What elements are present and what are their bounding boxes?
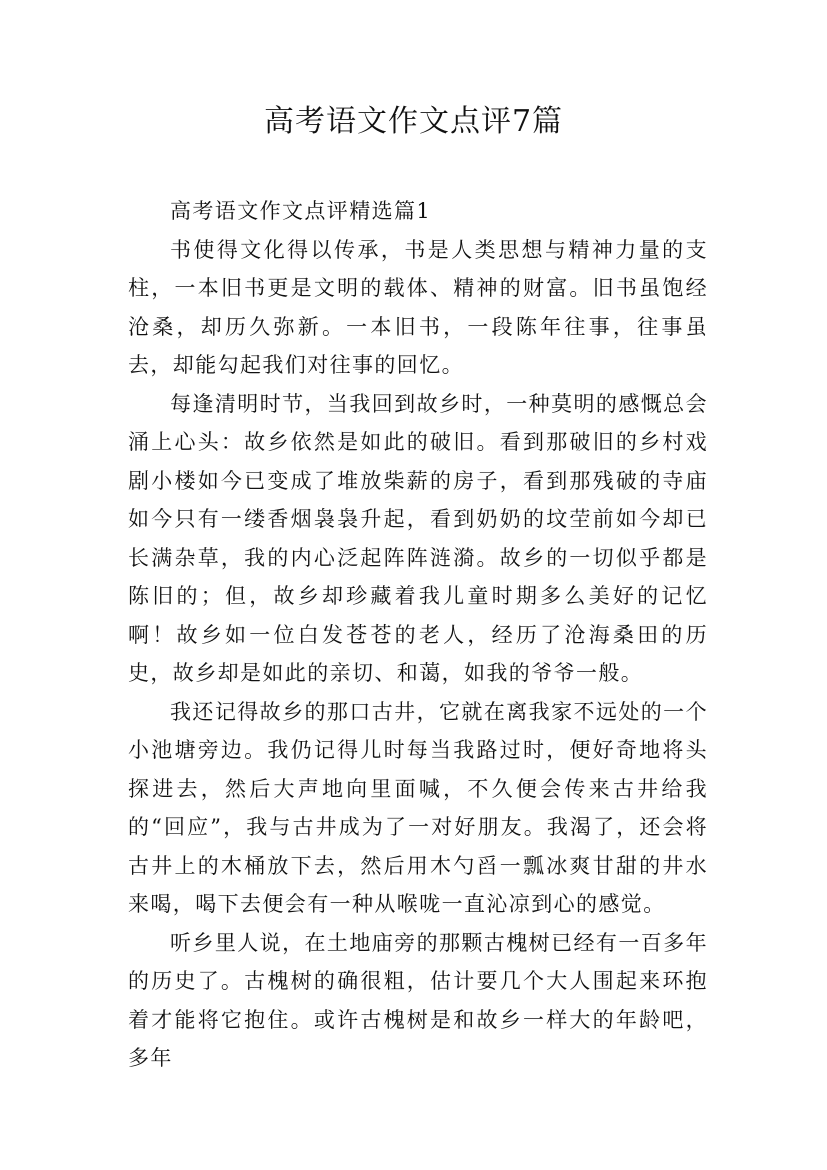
document-body: [128, 192, 708, 1078]
document-title: 高考语文作文点评7篇: [263, 104, 564, 139]
paragraph: 每逢清明时节，当我回到故乡时，一种莫明的感慨总会涌上心头：故乡依然是如此的破旧。看到那破旧的乡村戏剧小楼如今已变成了堆放柴薪的房子，看到那残破的寺庙如今只有一缕香烟袅袅升起，看到奶奶的坟茔前如今却已长满杂草，我的内心泛起阵阵涟漪。故乡的一切似乎都是陈旧的；但，故乡却珍藏着我儿童时期多么美好的记忆啊！故乡如一位白发苍苍的老人，经历了沧海桑田的历史，故乡却是如此的亲切、和蔼，如我的爷爷一般。: [128, 391, 708, 685]
section-subtitle: 高考语文作文点评精选篇1: [170, 199, 432, 223]
paragraph: 书使得文化得以传承，书是人类思想与精神力量的支柱，一本旧书更是文明的载体、精神的财富。旧书虽饱经沧桑，却历久弥新。一本旧书，一段陈年往事，往事虽去，却能勾起我们对往事的回忆。: [128, 237, 708, 377]
paragraph: 我还记得故乡的那口古井，它就在离我家不远处的一个小池塘旁边。我仍记得儿时每当我路过时，便好奇地将头探进去，然后大声地向里面喊，不久便会传来古井给我的“回应”，我与古井成为了一对好朋友。我渴了，还会将古井上的木桶放下去，然后用木勺舀一瓢冰爽甘甜的井水来喝，喝下去便会有一种从喉咙一直沁凉到心的感觉。: [128, 699, 708, 916]
paragraph: 听乡里人说，在土地庙旁的那颗古槐树已经有一百多年的历史了。古槐树的确很粗，估计要几个大人围起来环抱着才能将它抱住。或许古槐树是和故乡一样大的年龄吧，多年: [128, 930, 708, 1070]
